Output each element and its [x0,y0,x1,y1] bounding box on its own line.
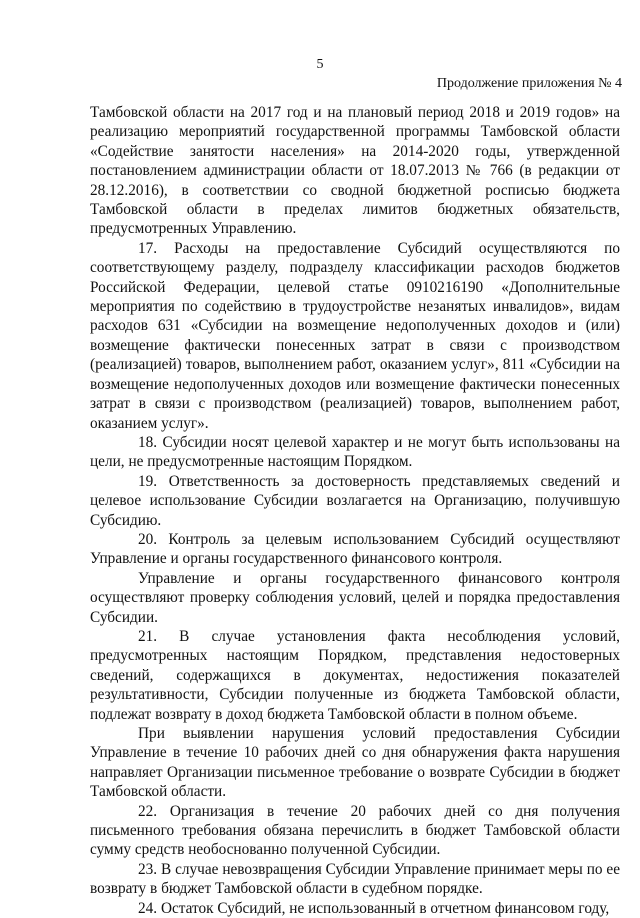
paragraph-21: 21. В случае установления факта несоблюдения условий, предусмотренных настоящим Порядком, представления недостоверных сведений, содержащихся в документах, недостижения показателей результативности, Субсидии полученные из бюджета Тамбовской области, подлежат возврату в доход бюджета Тамбовской области в полном объеме. [90,627,620,723]
paragraph-23: 23. В случае невозвращения Субсидии Управление принимает меры по ее возврату в бюджет Тамбовской области в судебном порядке. [90,860,620,898]
paragraph-22: 22. Организация в течение 20 рабочих дней со дня получения письменного требования обязана перечислить в бюджет Тамбовской области сумму средств необоснованно полученной Субсидии. [90,802,620,859]
paragraph-18: 18. Субсидии носят целевой характер и не могут быть использованы на цели, не предусмотренные настоящим Порядком. [90,433,620,471]
paragraph-24: 24. Остаток Субсидий, не использованный в отчетном финансовом году, [138,899,610,917]
paragraph-20: 20. Контроль за целевым использованием Субсидий осуществляют Управление и органы государственного финансового контроля. [90,530,620,568]
paragraph-17: 17. Расходы на предоставление Субсидий осуществляются по соответствующему разделу, подразделу классификации расходов бюджетов Российской Федерации, целевой статье 0910216190 «Дополнительные мероприятия по содействию в трудоустройстве незанятых инвалидов», видам расходов 631 «Субсидии на возмещение недополученных доходов и (или) возмещение фактически понесенных затрат в связи с производством (реализацией) товаров, выполнением работ, оказанием услуг», 811 «Субсидии на возмещение недополученных доходов или возмещение фактически понесенных затрат в связи с производством (реализацией) товаров, выполнением работ, оказанием услуг». [90,239,620,432]
paragraph-19: 19. Ответственность за достоверность представляемых сведений и целевое использование Субсидии возлагается на Организацию, получившую Субсидию. [90,472,620,529]
paragraph-21-violation: При выявлении нарушения условий предоставления Субсидии Управление в течение 10 рабочих дней со дня обнаружения факта нарушения направляет Организации письменное требование о возврате Субсидии в бюджет Тамбовской области. [90,725,620,801]
appendix-continuation-note: Продолжение приложения № 4 [436,76,622,91]
page-number: 5 [316,57,324,72]
paragraph-continuation: Тамбовской области на 2017 год и на плановый период 2018 и 2019 годов» на реализацию мероприятий государственной программы Тамбовской области «Содействие занятости населения» на 2014-2020 годы, утвержденной постановлением администрации области от 18.07.2013 № 766 (в редакции от 28.12.2016), в соответствии со сводной бюджетной росписью бюджета Тамбовской области в пределах лимитов бюджетных обязательств, предусмотренных Управлению. [90,104,620,238]
paragraph-20-control: Управление и органы государственного финансового контроля осуществляют проверку соблюдения условий, целей и порядка предоставления Субсидии. [90,569,620,626]
document-body [90,103,620,918]
